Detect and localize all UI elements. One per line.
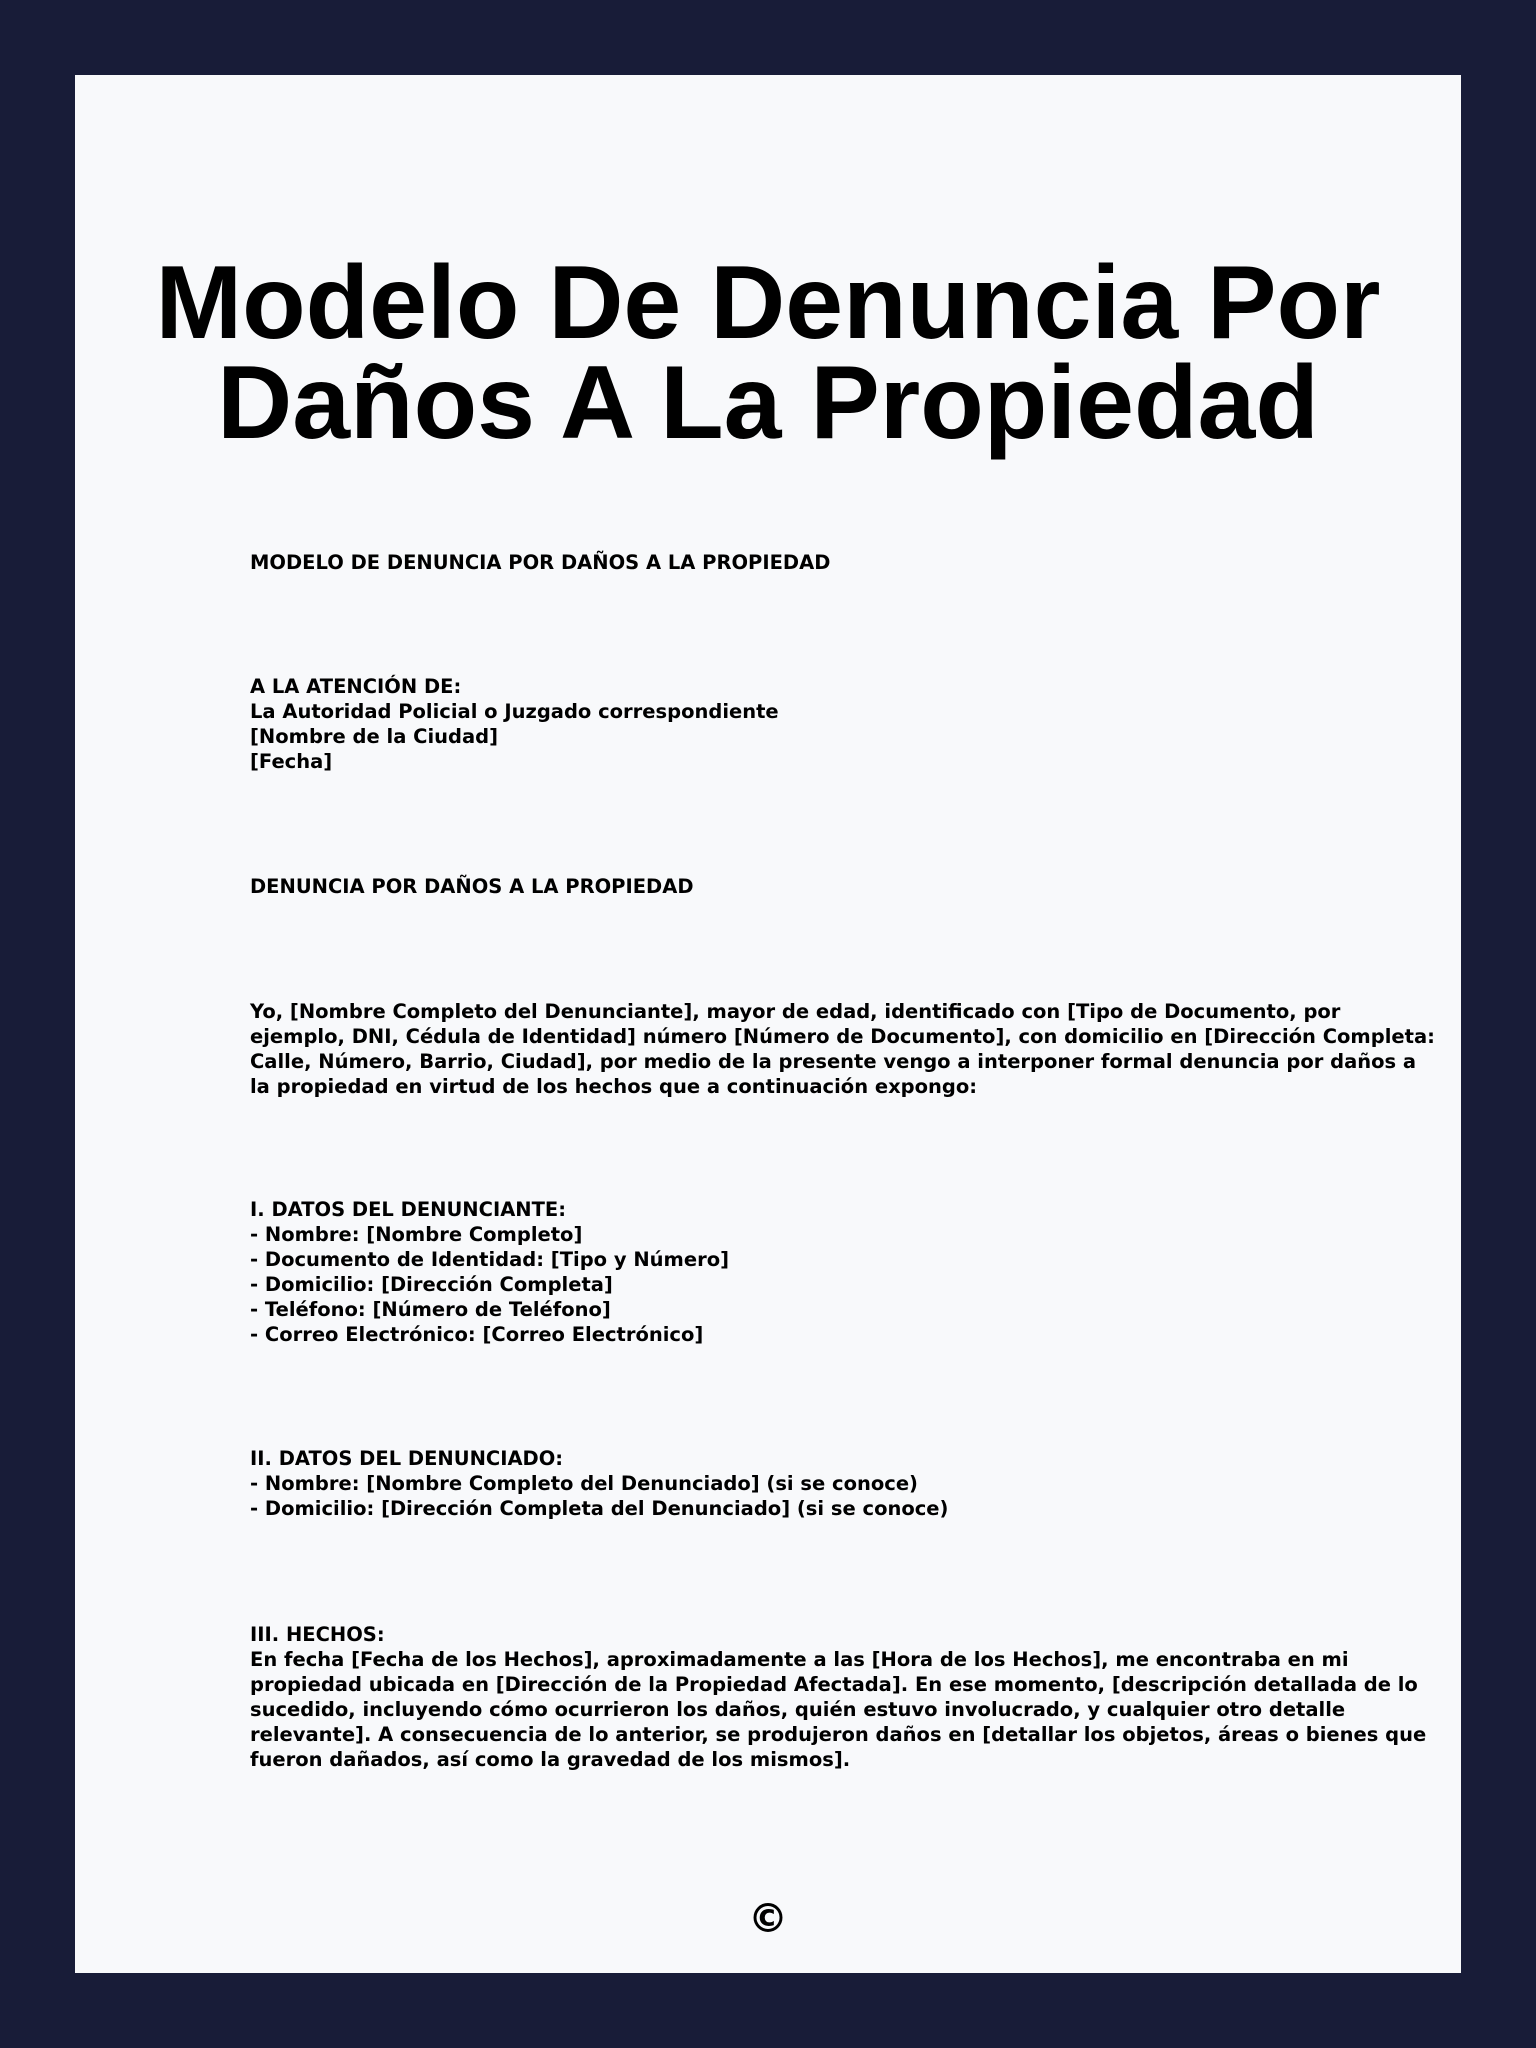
copyright-icon: © (748, 1896, 788, 1942)
intro-line: ejemplo, DNI, Cédula de Identidad] número [Número de Documento], con domicilio en [Dirección Completa: (250, 1025, 1435, 1048)
document-heading (250, 550, 1360, 575)
section-item: - Correo Electrónico: [Correo Electrónico] (250, 1323, 704, 1346)
intro-line: Yo, [Nombre Completo del Denunciante], mayor de edad, identificado con [Tipo de Documento, por (250, 1000, 1341, 1023)
section-item: - Documento de Identidad: [Tipo y Número] (250, 1248, 730, 1271)
section-hechos (250, 1622, 1427, 1772)
hechos-line: En fecha [Fecha de los Hechos], aproximadamente a las [Hora de los Hechos], me encontraba en mi (250, 1648, 1349, 1671)
section-heading: III. HECHOS: (250, 1623, 385, 1646)
intro-paragraph (250, 999, 1435, 1099)
section-item: - Domicilio: [Dirección Completa] (250, 1273, 613, 1296)
section-item: - Nombre: [Nombre Completo] (250, 1223, 583, 1246)
section-item: - Teléfono: [Número de Teléfono] (250, 1298, 611, 1321)
section-item: - Domicilio: [Dirección Completa del Denunciado] (si se conoce) (250, 1497, 949, 1520)
section-item: - Nombre: [Nombre Completo del Denunciado] (si se conoce) (250, 1472, 918, 1495)
section-denunciante (250, 1197, 1360, 1347)
intro-line: la propiedad en virtud de los hechos que a continuación expongo: (250, 1075, 978, 1098)
attention-line: La Autoridad Policial o Juzgado correspondiente (250, 700, 779, 723)
document-page (75, 75, 1461, 1973)
subject-heading (250, 874, 1360, 899)
document-body (250, 550, 1435, 1772)
attention-line: [Nombre de la Ciudad] (250, 725, 499, 748)
subject-heading-text: DENUNCIA POR DAÑOS A LA PROPIEDAD (250, 875, 694, 898)
hechos-line: propiedad ubicada en [Dirección de la Propiedad Afectada]. En ese momento, [descripción detallada de lo (250, 1673, 1418, 1696)
intro-line: Calle, Número, Barrio, Ciudad], por medio de la presente vengo a interponer formal denuncia por daños a (250, 1050, 1417, 1073)
hechos-line: relevante]. A consecuencia de lo anterior, se produjeron daños en [detallar los objetos, áreas o bienes que (250, 1723, 1427, 1746)
attention-label: A LA ATENCIÓN DE: (250, 675, 462, 698)
attention-line: [Fecha] (250, 750, 333, 773)
section-heading: II. DATOS DEL DENUNCIADO: (250, 1447, 564, 1470)
hechos-line: sucedido, incluyendo cómo ocurrieron los daños, quién estuvo involucrado, y cualquier otro detalle (250, 1698, 1346, 1721)
section-denunciado (250, 1446, 1360, 1521)
section-heading: I. DATOS DEL DENUNCIANTE: (250, 1198, 567, 1221)
hechos-line: fueron dañados, así como la gravedad de los mismos]. (250, 1748, 851, 1771)
document-heading-text: MODELO DE DENUNCIA POR DAÑOS A LA PROPIEDAD (250, 551, 831, 574)
attention-block (250, 674, 1360, 774)
document-title: Modelo De Denuncia Por Daños A La Propiedad (155, 245, 1381, 461)
